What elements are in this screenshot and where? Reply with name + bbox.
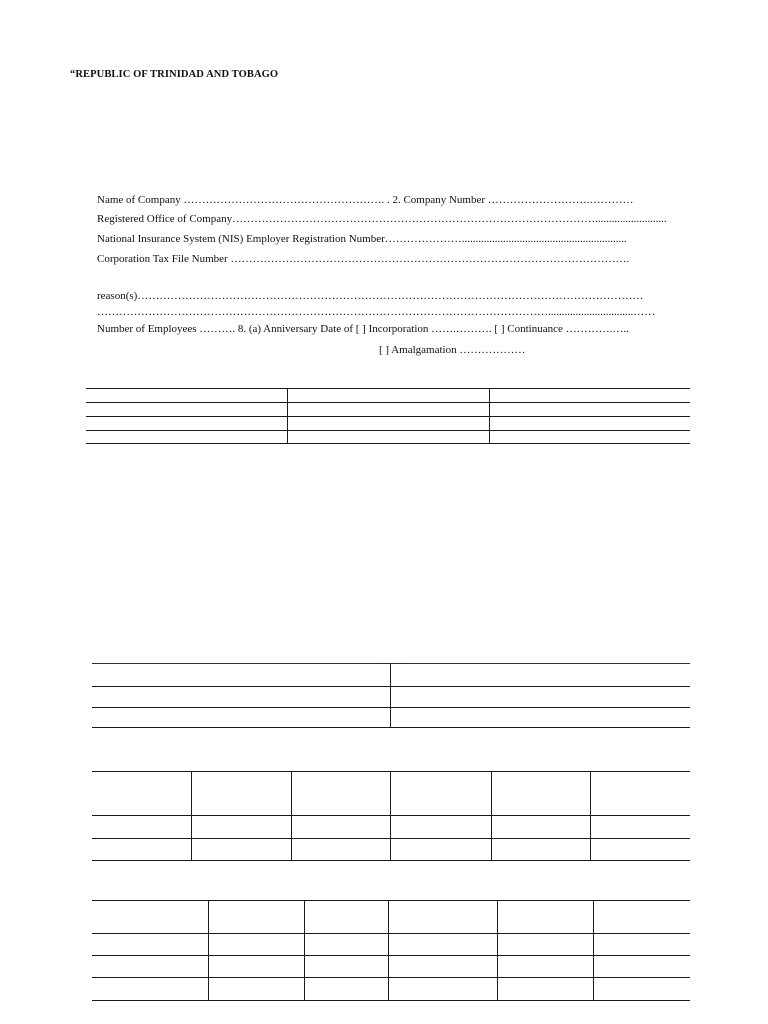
- table-2-rule: [92, 686, 690, 687]
- table-4-divider: [208, 900, 209, 1001]
- reasons-continuation-line: ……………………………………………………………………………………………………………...............................……: [97, 306, 656, 318]
- table-4-rule: [92, 900, 690, 901]
- table-1-rule: [86, 388, 690, 389]
- nis-registration-line: National Insurance System (NIS) Employer Registration Number…………………............................................................: [97, 233, 627, 245]
- table-2-divider: [390, 663, 391, 728]
- table-3-rule: [92, 771, 690, 772]
- table-1-rule: [86, 443, 690, 444]
- table-1-rule: [86, 416, 690, 417]
- table-4-rule: [92, 955, 690, 956]
- table-2-rule: [92, 727, 690, 728]
- table-4-rule: [92, 1000, 690, 1001]
- table-3-rule: [92, 815, 690, 816]
- table-4-divider: [497, 900, 498, 1001]
- corporation-tax-line: Corporation Tax File Number ……………………………………………………………………………………………….: [97, 253, 630, 265]
- table-3-divider: [590, 771, 591, 861]
- registered-office-line: Registered Office of Company………………………………………………………………………………………..........................: [97, 213, 667, 225]
- table-2-rule: [92, 663, 690, 664]
- table-3-divider: [390, 771, 391, 861]
- employees-anniversary-line: Number of Employees ………. 8. (a) Anniversary Date of [ ] Incorporation …….………. [ ] Continuance ………….…..: [97, 323, 629, 335]
- table-1-rule: [86, 430, 690, 431]
- table-3-rule: [92, 860, 690, 861]
- reasons-line: reason(s)…………………………………………………………………………………………………………………………: [97, 290, 644, 302]
- table-4-divider: [304, 900, 305, 1001]
- table-1-rule: [86, 402, 690, 403]
- form-header: “REPUBLIC OF TRINIDAD AND TOBAGO: [70, 69, 279, 80]
- table-3-divider: [191, 771, 192, 861]
- table-3-divider: [491, 771, 492, 861]
- table-3-rule: [92, 838, 690, 839]
- table-1-divider: [489, 388, 490, 444]
- company-name-line: Name of Company ………………………………………………. . 2. Company Number ……………………….…………: [97, 194, 634, 206]
- table-4-rule: [92, 933, 690, 934]
- table-3-divider: [291, 771, 292, 861]
- table-1-divider: [287, 388, 288, 444]
- table-4-divider: [388, 900, 389, 1001]
- amalgamation-line: [ ] Amalgamation ………………: [379, 344, 526, 356]
- table-2-rule: [92, 707, 690, 708]
- table-4-divider: [593, 900, 594, 1001]
- table-4-rule: [92, 977, 690, 978]
